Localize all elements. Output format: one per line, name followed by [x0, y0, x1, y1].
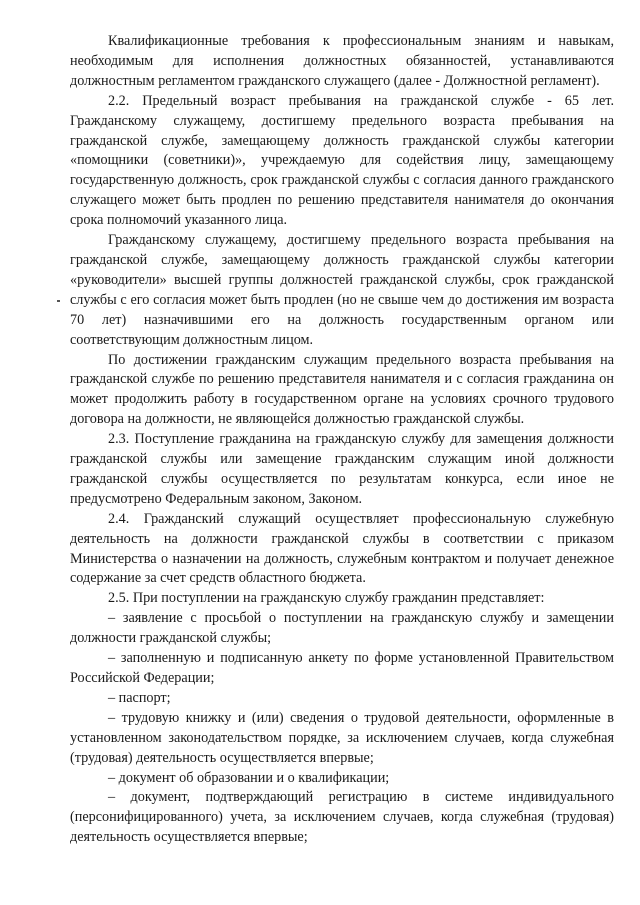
- list-item-work-record: – трудовую книжку и (или) сведения о трудовой деятельности, оформленные в установленном законодательством порядке, за исключением случаев, когда служебная (трудовая) деятельность осуществляется впервые;: [70, 709, 614, 766]
- list-item-registration: – документ, подтверждающий регистрацию в системе индивидуального (персонифицированного) учета, за исключением случаев, когда служебная (трудовая) деятельность осуществляется впервые;: [70, 789, 614, 846]
- list-item-passport: – паспорт;: [108, 689, 171, 706]
- list-item-education: – документ об образовании и о квалификации;: [108, 769, 390, 786]
- paragraph-leaders-extension: Гражданскому служащему, достигшему предельного возраста пребывания на гражданской службе, замещающему должность гражданской службы категории «руководители» высшей группы должностей гражданской службы, срок гражданской службы с его согласия может быть продлен (но не свыше чем до достижения им возраста 70 лет) назначившими его на должность государственным органом или соответствующим должностным лицом.: [70, 232, 614, 348]
- paragraph-2-4: 2.4. Гражданский служащий осуществляет профессиональную служебную деятельность на должности гражданской службы в соответствии с приказом Министерства о назначении на должность, служебным контрактом и получает денежное содержание за счет средств областного бюджета.: [70, 510, 614, 587]
- list-item-questionnaire: – заполненную и подписанную анкету по форме установленной Правительством Российской Федерации;: [70, 650, 614, 686]
- list-item-application: – заявление с просьбой о поступлении на гражданскую службу и замещении должности гражданской службы;: [70, 610, 614, 647]
- paragraph-2-2: 2.2. Предельный возраст пребывания на гражданской службе - 65 лет. Гражданскому служащему, достигшему предельного возраста пребывания на гражданской службе, замещающему должность гражданской службы категории «помощники (советники)», учреждаемую для содействия лицу, замещающему государственную должность, срок гражданской службы с согласия данного гражданского служащего может быть продлен по решению представителя нанимателя до окончания срока полномочий указанного лица.: [70, 92, 614, 229]
- paragraph-2-3: 2.3. Поступление гражданина на гражданскую службу для замещения должности гражданской службы или замещение гражданским служащим иной должности гражданской службы осуществляется по результатам конкурса, если иное не предусмотрено Федеральным законом, Законом.: [70, 431, 614, 507]
- paragraph-qualification-requirements: Квалификационные требования к профессиональным знаниям и навыкам, необходимым для исполнения должностных обязанностей, устанавливаются должностным регламентом гражданского служащего (далее - Должностной регламент).: [70, 33, 614, 89]
- paragraph-2-5: 2.5. При поступлении на гражданскую службу гражданин представляет:: [108, 590, 545, 607]
- paragraph-fixed-term-contract: По достижении гражданским служащим предельного возраста пребывания на гражданской службе по решению представителя нанимателя и с согласия гражданина он может продолжить работу в государственном органе на условиях срочного трудового договора на должности, не являющейся должностью гражданской службы.: [70, 351, 614, 428]
- scan-speck: [57, 300, 60, 302]
